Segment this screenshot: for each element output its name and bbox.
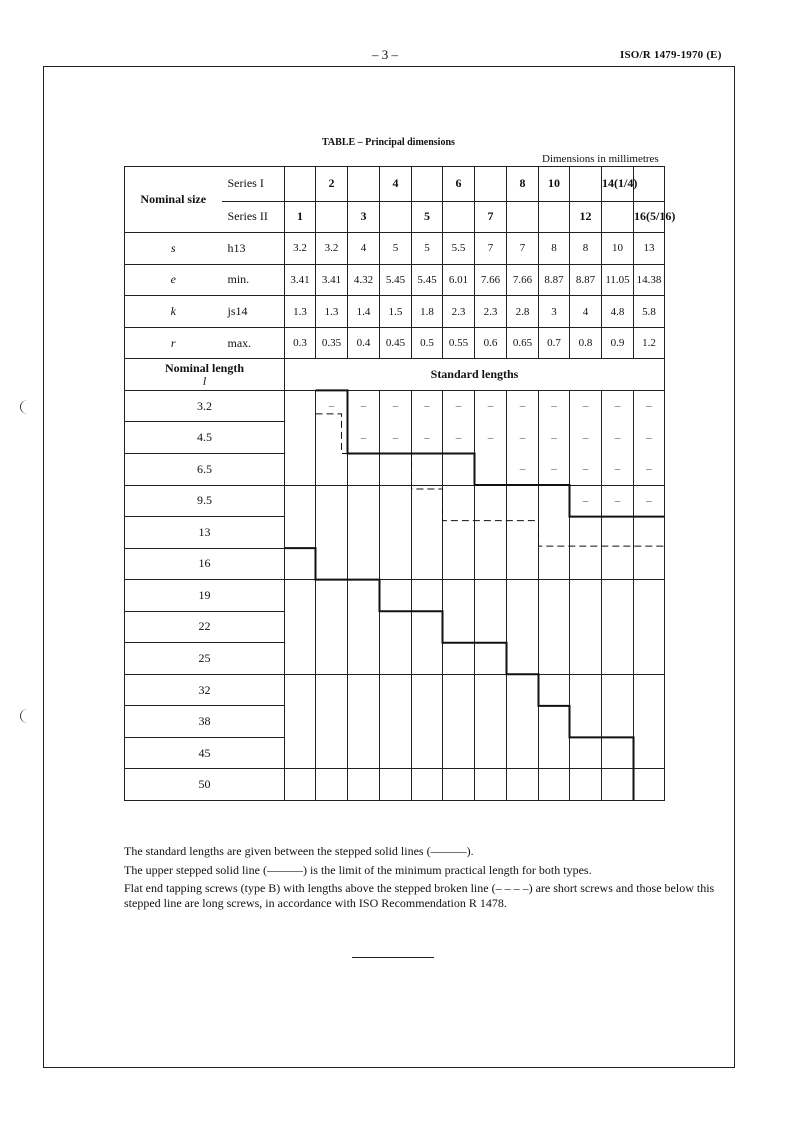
length-cell — [348, 737, 380, 769]
dimensions-table — [124, 166, 676, 801]
length-cell — [285, 611, 316, 643]
series-1-size: 14(1/4) — [602, 167, 634, 202]
length-cell — [348, 643, 380, 675]
length-dash: – — [570, 453, 602, 485]
length-row — [125, 453, 665, 485]
length-cell — [475, 580, 507, 612]
length-cell — [316, 580, 348, 612]
length-cell — [316, 611, 348, 643]
length-cell — [443, 611, 475, 643]
length-cell — [443, 517, 475, 549]
binding-mark — [20, 400, 35, 414]
length-dash: – — [539, 453, 570, 485]
length-cell — [539, 611, 570, 643]
dimension-tolerance: js14 — [222, 296, 285, 328]
series-2-size: 7 — [475, 201, 507, 233]
length-cell — [285, 706, 316, 738]
nominal-length-label: Nominal length — [164, 360, 244, 375]
dimension-value: 8.87 — [570, 264, 602, 296]
dimension-value: 4 — [348, 233, 380, 265]
series-1-size: 2 — [316, 167, 348, 202]
dimension-value: 8 — [570, 233, 602, 265]
series-2-size: 12 — [570, 201, 602, 233]
dimension-value: 0.8 — [570, 327, 602, 359]
length-cell — [285, 769, 316, 801]
length-cell — [475, 706, 507, 738]
length-header-row — [125, 359, 665, 391]
length-cell — [348, 769, 380, 801]
length-cell — [539, 517, 570, 549]
dimension-value: 2.3 — [475, 296, 507, 328]
length-cell — [570, 706, 602, 738]
series-1-size: 6 — [443, 167, 475, 202]
length-row — [125, 485, 665, 517]
length-dash: – — [634, 422, 665, 454]
length-cell — [475, 485, 507, 517]
series-1-size — [412, 167, 443, 202]
dimension-value: 0.7 — [539, 327, 570, 359]
series-2-size: 5 — [412, 201, 443, 233]
length-row — [125, 643, 665, 675]
length-cell — [380, 769, 412, 801]
length-cell — [316, 453, 348, 485]
length-cell — [316, 706, 348, 738]
length-cell — [475, 674, 507, 706]
length-cell — [316, 643, 348, 675]
dimension-value: 7 — [475, 233, 507, 265]
length-cell — [570, 580, 602, 612]
dimension-tolerance: h13 — [222, 233, 285, 265]
length-cell — [380, 611, 412, 643]
dimension-value: 8.87 — [539, 264, 570, 296]
length-cell — [380, 706, 412, 738]
nominal-length-value: 16 — [125, 548, 285, 580]
length-cell — [634, 643, 665, 675]
dimension-value: 0.3 — [285, 327, 316, 359]
length-cell — [475, 769, 507, 801]
series-1-size — [570, 167, 602, 202]
dimension-value: 0.55 — [443, 327, 475, 359]
nominal-length-value: 22 — [125, 611, 285, 643]
length-dash: – — [475, 390, 507, 422]
length-cell — [443, 769, 475, 801]
dimension-value: 1.2 — [634, 327, 665, 359]
length-cell — [412, 580, 443, 612]
nominal-size-label: Nominal size — [125, 167, 222, 233]
length-cell — [570, 611, 602, 643]
dimension-value: 7.66 — [507, 264, 539, 296]
length-dash: – — [475, 422, 507, 454]
nominal-length-value: 38 — [125, 706, 285, 738]
length-dash: – — [507, 390, 539, 422]
dimension-value: 4.8 — [602, 296, 634, 328]
series-2-size — [507, 201, 539, 233]
length-dash: – — [380, 390, 412, 422]
dimension-value: 3.2 — [316, 233, 348, 265]
length-dash: – — [507, 453, 539, 485]
dimension-row — [125, 233, 665, 265]
length-cell — [507, 674, 539, 706]
dimension-value: 1.3 — [285, 296, 316, 328]
length-cell — [316, 422, 348, 454]
length-dash: – — [634, 485, 665, 517]
series-1-size — [475, 167, 507, 202]
length-cell — [602, 737, 634, 769]
length-dash: – — [412, 390, 443, 422]
length-cell — [602, 643, 634, 675]
length-cell — [412, 453, 443, 485]
length-cell — [348, 548, 380, 580]
dimension-value: 0.35 — [316, 327, 348, 359]
length-cell — [316, 485, 348, 517]
length-dash: – — [443, 390, 475, 422]
dimension-value: 1.3 — [316, 296, 348, 328]
dimension-value: 3.41 — [316, 264, 348, 296]
series-1-size — [634, 167, 665, 202]
length-cell — [570, 769, 602, 801]
table-title: TABLE – Principal dimensions — [322, 137, 455, 148]
length-dash: – — [316, 390, 348, 422]
length-cell — [316, 769, 348, 801]
length-cell — [443, 580, 475, 612]
length-dash: – — [443, 422, 475, 454]
length-cell — [380, 580, 412, 612]
dimension-value: 3.2 — [285, 233, 316, 265]
dimension-row — [125, 327, 665, 359]
series-2-size — [380, 201, 412, 233]
length-cell — [634, 769, 665, 801]
dimension-symbol: e — [125, 264, 222, 296]
length-cell — [475, 453, 507, 485]
series-1-size: 10 — [539, 167, 570, 202]
length-cell — [602, 611, 634, 643]
length-cell — [507, 548, 539, 580]
length-cell — [507, 737, 539, 769]
length-cell — [443, 548, 475, 580]
length-cell — [602, 706, 634, 738]
length-cell — [475, 643, 507, 675]
dimension-value: 0.65 — [507, 327, 539, 359]
length-cell — [412, 674, 443, 706]
dimension-value: 14.38 — [634, 264, 665, 296]
length-cell — [348, 485, 380, 517]
length-cell — [348, 706, 380, 738]
length-cell — [507, 643, 539, 675]
length-cell — [507, 517, 539, 549]
length-dash: – — [348, 390, 380, 422]
length-cell — [570, 517, 602, 549]
nominal-length-value: 6.5 — [125, 453, 285, 485]
length-dash: – — [602, 422, 634, 454]
dimension-value: 2.3 — [443, 296, 475, 328]
table-units: Dimensions in millimetres — [542, 153, 659, 165]
length-cell — [443, 737, 475, 769]
series-1-size: 8 — [507, 167, 539, 202]
length-cell — [348, 517, 380, 549]
series-2-size — [316, 201, 348, 233]
dimension-value: 4.32 — [348, 264, 380, 296]
dimension-symbol: k — [125, 296, 222, 328]
length-cell — [634, 517, 665, 549]
dimension-value: 5 — [412, 233, 443, 265]
binding-mark — [20, 709, 35, 723]
dimension-value: 3.41 — [285, 264, 316, 296]
series-2-size — [602, 201, 634, 233]
length-cell — [285, 580, 316, 612]
length-cell — [475, 517, 507, 549]
end-rule — [352, 957, 434, 958]
length-cell — [602, 517, 634, 549]
dimension-value: 13 — [634, 233, 665, 265]
length-cell — [412, 706, 443, 738]
length-row — [125, 548, 665, 580]
length-cell — [634, 611, 665, 643]
nominal-length-value: 50 — [125, 769, 285, 801]
length-cell — [443, 485, 475, 517]
length-cell — [348, 580, 380, 612]
series-1-size — [348, 167, 380, 202]
length-cell — [539, 643, 570, 675]
series-2-size — [443, 201, 475, 233]
length-cell — [285, 737, 316, 769]
length-cell — [475, 548, 507, 580]
length-dash: – — [634, 453, 665, 485]
length-cell — [380, 453, 412, 485]
series-2-label: Series II — [222, 201, 285, 233]
length-cell — [348, 611, 380, 643]
dimension-value: 1.4 — [348, 296, 380, 328]
length-row — [125, 737, 665, 769]
page-number: – 3 – — [372, 47, 398, 62]
length-cell — [634, 737, 665, 769]
length-cell — [475, 737, 507, 769]
length-dash: – — [570, 485, 602, 517]
length-cell — [285, 453, 316, 485]
dimension-symbol: r — [125, 327, 222, 359]
dimension-value: 1.5 — [380, 296, 412, 328]
series-1-row — [125, 167, 665, 202]
length-cell — [443, 706, 475, 738]
length-cell — [443, 674, 475, 706]
length-cell — [380, 674, 412, 706]
length-row — [125, 769, 665, 801]
note-standard-lengths: The standard lengths are given between the stepped solid lines (———). — [124, 844, 474, 858]
nominal-length-value: 3.2 — [125, 390, 285, 422]
length-cell — [285, 517, 316, 549]
nominal-length-value: 32 — [125, 674, 285, 706]
length-cell — [380, 737, 412, 769]
length-cell — [634, 580, 665, 612]
length-cell — [602, 548, 634, 580]
dimension-value: 10 — [602, 233, 634, 265]
note-upper-line: The upper stepped solid line (———) is the limit of the minimum practical length for both types. — [124, 863, 592, 877]
length-cell — [380, 643, 412, 675]
length-cell — [285, 485, 316, 517]
series-2-size: 16(5/16) — [634, 201, 665, 233]
length-cell — [539, 485, 570, 517]
length-cell — [507, 485, 539, 517]
nominal-length-value: 9.5 — [125, 485, 285, 517]
length-cell — [316, 674, 348, 706]
length-cell — [443, 453, 475, 485]
length-cell — [539, 548, 570, 580]
dimension-value: 3 — [539, 296, 570, 328]
length-dash: – — [570, 422, 602, 454]
length-cell — [507, 580, 539, 612]
dimension-value: 0.5 — [412, 327, 443, 359]
dimension-value: 2.8 — [507, 296, 539, 328]
length-cell — [412, 517, 443, 549]
series-1-size: 4 — [380, 167, 412, 202]
dimension-value: 5.8 — [634, 296, 665, 328]
length-cell — [348, 674, 380, 706]
series-2-size — [539, 201, 570, 233]
length-cell — [412, 643, 443, 675]
dimension-value: 0.9 — [602, 327, 634, 359]
standard-lengths-header: Standard lengths — [285, 359, 665, 391]
dimension-value: 5 — [380, 233, 412, 265]
length-cell — [570, 674, 602, 706]
length-row — [125, 517, 665, 549]
document-id: ISO/R 1479-1970 (E) — [620, 49, 722, 61]
length-cell — [285, 548, 316, 580]
dimension-value: 6.01 — [443, 264, 475, 296]
length-dash: – — [507, 422, 539, 454]
nominal-length-value: 45 — [125, 737, 285, 769]
length-dash: – — [539, 390, 570, 422]
note-broken-line: Flat end tapping screws (type B) with lengths above the stepped broken line (– – – –) are short screws and those below this stepped line are long screws, in accordance with ISO Recommendation R 1478. — [124, 881, 715, 910]
dimension-value: 1.8 — [412, 296, 443, 328]
length-row — [125, 611, 665, 643]
length-cell — [634, 548, 665, 580]
length-cell — [602, 674, 634, 706]
length-cell — [285, 674, 316, 706]
dimension-value: 0.6 — [475, 327, 507, 359]
length-dash: – — [570, 390, 602, 422]
length-cell — [412, 548, 443, 580]
length-row — [125, 422, 665, 454]
length-cell — [539, 674, 570, 706]
dimension-value: 7 — [507, 233, 539, 265]
length-cell — [316, 517, 348, 549]
length-dash: – — [634, 390, 665, 422]
dimension-value: 7.66 — [475, 264, 507, 296]
length-dash: – — [602, 453, 634, 485]
length-cell — [634, 706, 665, 738]
dimension-symbol: s — [125, 233, 222, 265]
length-cell — [285, 390, 316, 422]
nominal-length-value: 25 — [125, 643, 285, 675]
series-1-size — [285, 167, 316, 202]
dimension-tolerance: min. — [222, 264, 285, 296]
length-cell — [475, 611, 507, 643]
length-row — [125, 390, 665, 422]
dimension-value: 5.5 — [443, 233, 475, 265]
dimension-value: 5.45 — [380, 264, 412, 296]
length-cell — [412, 485, 443, 517]
length-dash: – — [602, 390, 634, 422]
length-cell — [380, 548, 412, 580]
length-dash: – — [602, 485, 634, 517]
nominal-length-value: 4.5 — [125, 422, 285, 454]
length-row — [125, 580, 665, 612]
series-1-label: Series I — [222, 167, 285, 202]
length-cell — [316, 737, 348, 769]
length-cell — [285, 643, 316, 675]
length-cell — [412, 611, 443, 643]
dimension-value: 0.4 — [348, 327, 380, 359]
length-cell — [285, 422, 316, 454]
length-cell — [539, 580, 570, 612]
nominal-length-value: 13 — [125, 517, 285, 549]
length-cell — [602, 769, 634, 801]
length-cell — [507, 611, 539, 643]
length-cell — [443, 643, 475, 675]
length-cell — [348, 453, 380, 485]
length-dash: – — [539, 422, 570, 454]
dimension-value: 11.05 — [602, 264, 634, 296]
series-2-size: 1 — [285, 201, 316, 233]
series-2-size: 3 — [348, 201, 380, 233]
length-cell — [539, 769, 570, 801]
dimension-value: 0.45 — [380, 327, 412, 359]
length-cell — [412, 737, 443, 769]
dimension-row — [125, 296, 665, 328]
length-cell — [602, 580, 634, 612]
dimension-tolerance: max. — [222, 327, 285, 359]
length-row — [125, 706, 665, 738]
dimension-value: 4 — [570, 296, 602, 328]
notes — [124, 842, 736, 911]
length-cell — [380, 517, 412, 549]
length-cell — [539, 706, 570, 738]
nominal-length-header — [125, 359, 285, 391]
length-symbol: l — [202, 373, 207, 388]
length-cell — [412, 769, 443, 801]
length-row — [125, 674, 665, 706]
dimension-value: 8 — [539, 233, 570, 265]
length-cell — [570, 548, 602, 580]
length-cell — [539, 737, 570, 769]
length-cell — [507, 769, 539, 801]
length-cell — [634, 674, 665, 706]
length-cell — [316, 548, 348, 580]
length-dash: – — [380, 422, 412, 454]
length-dash: – — [348, 422, 380, 454]
length-cell — [380, 485, 412, 517]
nominal-length-value: 19 — [125, 580, 285, 612]
dimension-value: 5.45 — [412, 264, 443, 296]
length-dash: – — [412, 422, 443, 454]
length-cell — [570, 737, 602, 769]
dimension-row — [125, 264, 665, 296]
length-cell — [507, 706, 539, 738]
length-cell — [570, 643, 602, 675]
